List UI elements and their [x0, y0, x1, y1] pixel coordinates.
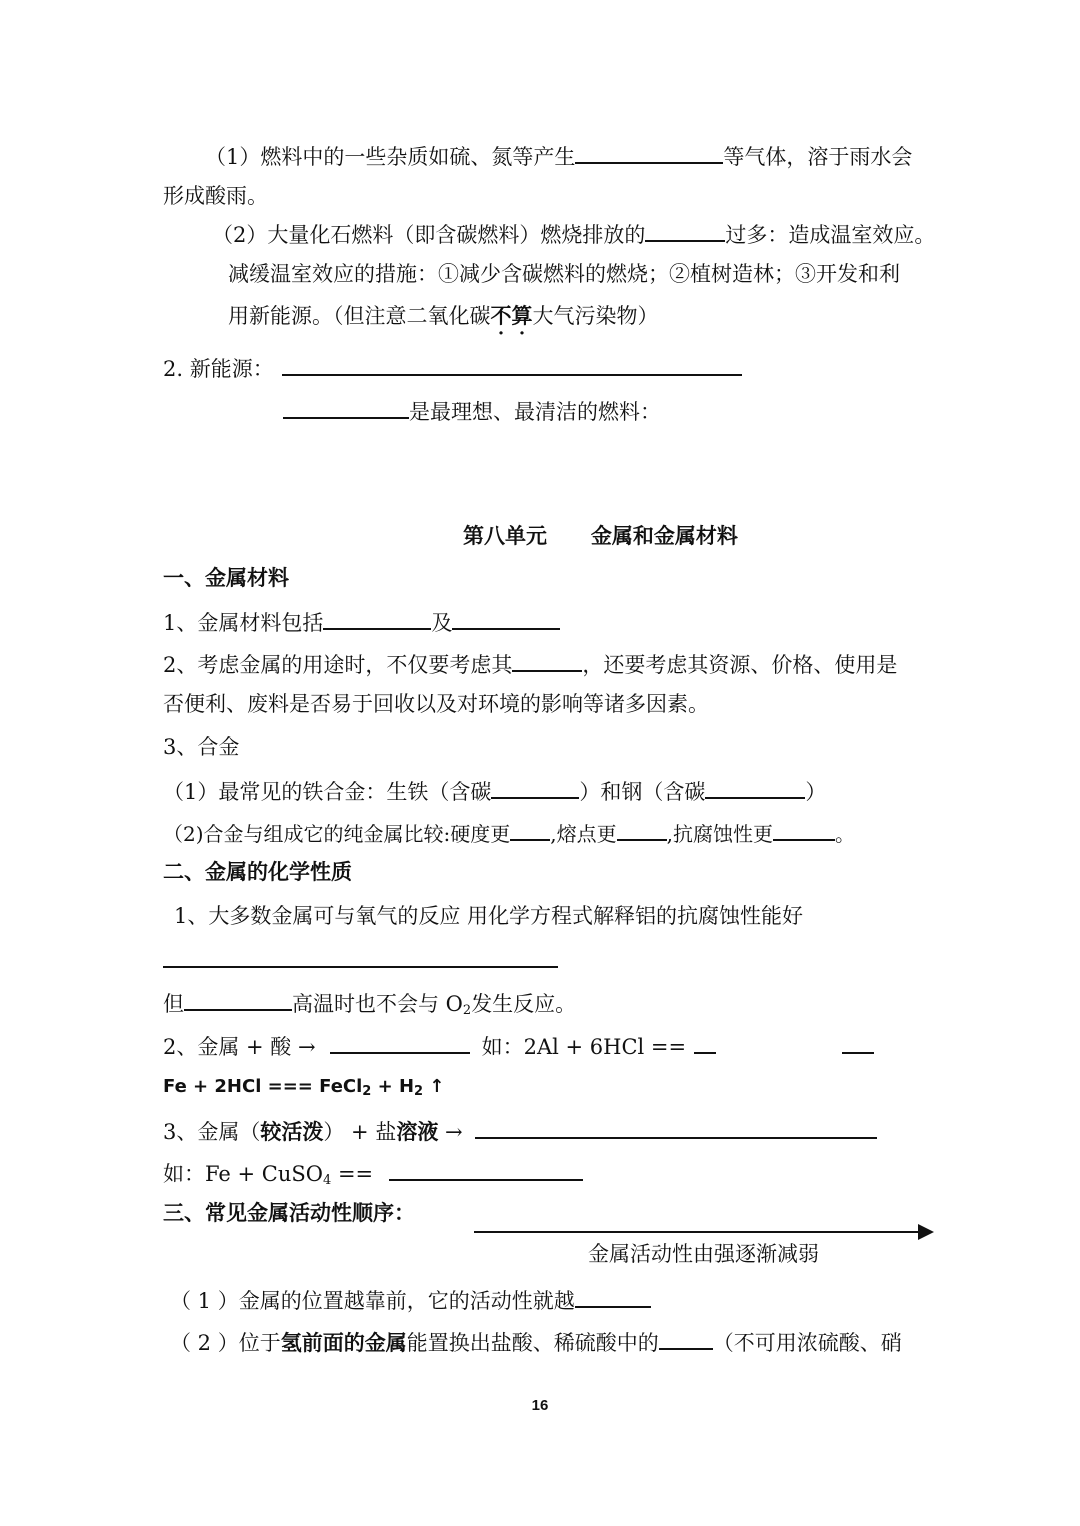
acid-rain-line [205, 140, 912, 171]
answer-line [163, 944, 558, 975]
subscript: 4 [323, 1173, 332, 1188]
fill-blank[interactable] [575, 1284, 651, 1308]
arrow-label: 金属活动性由强逐渐减弱 [588, 1242, 819, 1266]
subscript: 2 [462, 1003, 472, 1018]
list-item [163, 987, 576, 1025]
text: 。 [834, 822, 855, 846]
text: ）和钢（含碳 [579, 780, 706, 804]
text: （ 2 ）位于 [170, 1331, 281, 1355]
fill-blank[interactable] [283, 395, 409, 419]
fill-blank[interactable] [330, 1030, 470, 1054]
bold-text: 氢前面的金属 [280, 1330, 407, 1355]
text: （ 1 ）金属的位置越靠前，它的活动性就越 [170, 1289, 575, 1313]
text: （2）大量化石燃料（即含碳燃料）燃烧排放的 [212, 223, 646, 247]
text: 大气污染物） [532, 304, 659, 328]
fill-blank[interactable] [617, 817, 667, 841]
text: == [331, 1162, 374, 1186]
text: ↑ [423, 1076, 445, 1097]
list-item [163, 1115, 877, 1146]
mitigation-line-cont [228, 302, 659, 330]
list-item [163, 817, 855, 848]
text: 是最理想、最清洁的燃料： [409, 400, 661, 424]
text: 如：2Al + 6HCl == [481, 1035, 687, 1059]
fill-blank[interactable] [163, 944, 558, 968]
fill-blank[interactable] [773, 817, 835, 841]
emphasis-text: 不 [490, 303, 512, 328]
text: 发生反应。 [471, 992, 577, 1016]
text: 等气体，溶于雨水会 [723, 145, 913, 169]
section-heading: 三、常见金属活动性顺序： [163, 1200, 415, 1225]
text: → [438, 1120, 463, 1144]
text: 高温时也不会与 O [292, 992, 463, 1016]
text: 2. 新能源： [163, 357, 274, 381]
subscript: 2 [414, 1084, 424, 1099]
text: （1）最常见的铁合金：生铁（含碳 [163, 780, 492, 804]
text: 2、考虑金属的用途时，不仅要考虑其 [163, 653, 513, 677]
list-item: 3、合金 [163, 735, 240, 759]
list-item-cont: 否便利、废料是否易于回收以及对环境的影响等诸多因素。 [163, 692, 709, 716]
fill-blank[interactable] [512, 648, 582, 672]
text: 3、金属（ [163, 1120, 261, 1144]
fill-blank[interactable] [323, 606, 431, 630]
equation-line [163, 1073, 444, 1106]
greenhouse-line [212, 218, 935, 249]
fill-blank[interactable] [475, 1115, 877, 1139]
subscript: 2 [362, 1084, 372, 1099]
fill-blank[interactable] [694, 1030, 716, 1054]
text: （1）燃料中的一些杂质如硫、氮等产生 [205, 145, 576, 169]
mitigation-line: 减缓温室效应的措施：①减少含碳燃料的燃烧；②植树造林；③开发和利 [228, 262, 900, 286]
list-item [163, 1030, 874, 1061]
fill-blank[interactable] [389, 1157, 583, 1181]
text: 用新能源。（但注意二氧化碳 [228, 304, 491, 328]
fill-blank[interactable] [575, 140, 723, 164]
fill-blank[interactable] [645, 218, 725, 242]
text: ，还要考虑其资源、价格、使用是 [582, 653, 898, 677]
acid-rain-line-cont: 形成酸雨。 [163, 184, 268, 208]
section-heading: 一、金属材料 [163, 565, 289, 590]
text: 2、金属 + 酸 → [163, 1035, 316, 1059]
page-number: 16 [531, 1397, 549, 1414]
text: 及 [431, 611, 453, 635]
fill-blank[interactable] [282, 352, 742, 376]
bold-text: 溶液 [396, 1119, 439, 1144]
text: 如：Fe + CuSO [163, 1162, 323, 1186]
text: + H [371, 1076, 415, 1097]
text: 能置换出盐酸、稀硫酸中的 [406, 1331, 659, 1355]
arrow-head-icon [918, 1224, 934, 1240]
activity-arrow [474, 1224, 934, 1240]
text: 但 [163, 992, 184, 1016]
fill-blank[interactable] [184, 987, 292, 1011]
list-item [170, 1284, 651, 1315]
list-item [163, 606, 560, 637]
arrow-shaft [474, 1231, 919, 1233]
list-item: 1、大多数金属可与氧气的反应 用化学方程式解释铝的抗腐蚀性能好 [174, 904, 804, 928]
text: 过多：造成温室效应。 [725, 223, 936, 247]
fill-blank[interactable] [452, 606, 560, 630]
text: （不可用浓硫酸、硝 [712, 1331, 902, 1355]
text: （2)合金与组成它的纯金属比较:硬度更 [163, 822, 511, 846]
text: Fe + 2HCl === FeCl [163, 1076, 363, 1097]
text: ,抗腐蚀性更 [666, 822, 773, 846]
fill-blank[interactable] [842, 1030, 874, 1054]
text: ） + 盐 [323, 1120, 397, 1144]
list-item [163, 1157, 583, 1195]
ideal-fuel-line [283, 395, 661, 426]
bold-text: 较活泼 [260, 1119, 324, 1144]
text: 1、金属材料包括 [163, 611, 324, 635]
new-energy-line [163, 352, 742, 383]
fill-blank[interactable] [705, 775, 805, 799]
list-item [163, 775, 826, 806]
text: ,熔点更 [550, 822, 617, 846]
fill-blank[interactable] [659, 1326, 713, 1350]
text: ） [805, 780, 827, 804]
fill-blank[interactable] [491, 775, 579, 799]
list-item [163, 648, 897, 679]
emphasis-text: 算 [511, 303, 533, 328]
fill-blank[interactable] [510, 817, 550, 841]
list-item [170, 1326, 902, 1357]
section-heading: 二、金属的化学性质 [163, 859, 352, 884]
unit-title: 第八单元 金属和金属材料 [463, 523, 738, 548]
